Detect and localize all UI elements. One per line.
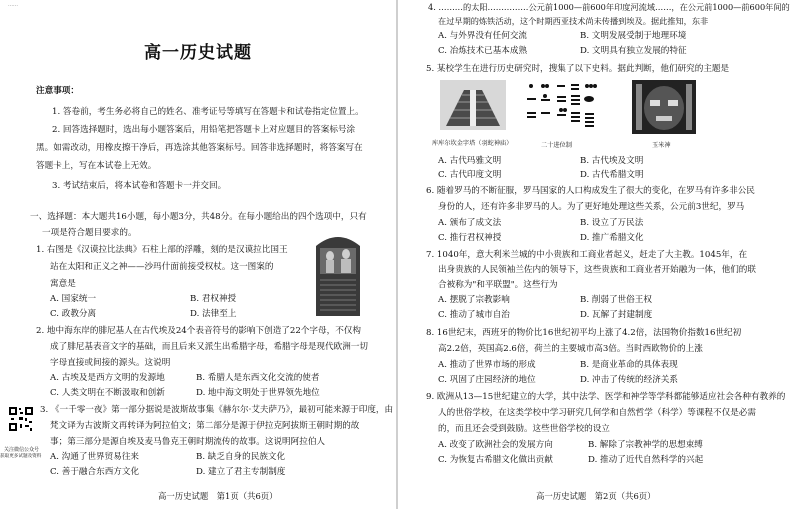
section-heading: 一、选择题：本大题共16小题，每小题3分，共48分。在每小题给出的四个选项中，只有 [30,212,367,222]
option: B. 解除了宗教神学的思想束缚 [588,440,703,450]
option: B. 削弱了世俗王权 [580,295,652,305]
question-4-stem: 4. ………的太阳……………公元前1000—前600年印度河流域……，在公元前1000—前600年间的 [428,2,790,12]
option: B. 是商业革命的具体表现 [580,360,678,370]
question-9-stem: 9. 欧洲从13—15世纪建立的大学，其中法学、医学和神学等学科都能够适应社会各种有教养的 [426,392,786,402]
option: C. 巩固了庄园经济的地位 [438,375,536,385]
option: A. 改变了欧洲社会的发展方向 [438,440,553,450]
notice-line: 3. 考试结束后，将本试卷和答题卡一并交回。 [52,181,227,191]
question-9-stem: 人的世俗学校，在这类学校中学习研究几何学和自然哲学（科学）等课程不仅是必需 [438,408,756,418]
question-2-stem: 字母直接或间接的源头。这说明 [50,358,171,368]
pyramid-image [440,80,506,130]
option: A. 推动了世界市场的形成 [438,360,536,370]
question-1-stem: 站在太阳和正义之神——沙玛什面前接受权杖。这一图案的 [50,262,274,272]
hammurabi-stele-image [312,232,364,316]
option: A. 古代玛雅文明 [438,156,502,166]
question-1-stem: 寓意是 [50,279,76,289]
option: A. 国家统一 [50,294,97,304]
qr-caption: 关注微信公众号 [4,447,40,453]
maize-god-image [632,80,696,134]
qr-code-image [8,406,34,432]
option: D. 推动了近代自然科学的兴起 [588,455,704,465]
option: D. 古代希腊文明 [580,170,644,180]
question-9-stem: 的，而且还会受到鼓励。这些世俗学校的设立 [438,424,610,434]
option: B. 文明发展受制于地理环境 [580,31,687,41]
option: C. 为恢复古希腊文化做出贡献 [438,455,553,465]
question-3-stem: 梵文译为古波斯文再转译为阿拉伯文；第二部分是源于伊拉克阿拔斯王朝时期的故 [50,421,360,431]
question-5-stem: 5. 某校学生在进行历史研究时，搜集了以下史料。据此判断，他们研究的主题是 [426,64,730,74]
option: A. 摆脱了宗教影响 [438,295,510,305]
exam-title: 高一历史试题 [144,43,252,63]
question-1-stem: 1. 右图是《汉谟拉比法典》石柱上部的浮雕，刻的是汉谟拉比国王 [36,245,288,255]
question-7-stem: 7. 1040年，意大利米兰城的中小贵族和工商业者起义，赶走了大主教。1045年，在 [426,250,748,260]
option: A. 古埃及是西方文明的发源地 [50,373,165,383]
section-heading: 一项是符合题目要求的。 [42,228,137,238]
option: C. 冶炼技术已基本成熟 [438,46,528,56]
question-7-stem: 出身贵族的人民领袖兰佐内的领导下，这些贵族和工商业者开始融为一体，他们的联 [438,265,756,275]
option: A. 颁布了成文法 [438,218,502,228]
qr-caption: 获取更多试题及资料 [0,454,42,459]
question-2-stem: 成了腓尼基表音文字的基础，而且后来又派生出希腊字母，希腊字母是现代欧洲一切 [50,342,368,352]
option: B. 缺乏自身的民族文化 [196,452,286,462]
option: D. 法律至上 [190,309,237,319]
option: C. 推行君权神授 [438,233,502,243]
page-footer: 高一历史试题 第1页（共6页） [158,491,278,501]
question-8-stem: 8. 16世纪末，西班牙的物价比16世纪初平均上涨了4.2倍，法国物价指数16世纪初 [426,328,742,338]
option: D. 建立了君主专制制度 [196,467,286,477]
page-2 [398,0,794,509]
option: B. 希腊人是东西文化交流的使者 [196,373,320,383]
vigesimal-numerals-image [525,80,597,132]
option: D. 地中海文明处于世界领先地位 [196,388,320,398]
notice-line: 黑。如需改动，用橡皮擦干净后，再选涂其他答案标号。回答非选择题时，将答案写在 [36,143,363,153]
question-4-stem: 在过早期的炼铁活动，这个时期西亚技术尚未传播到埃及。据此推知，东非 [438,16,709,26]
option: C. 人类文明在不断汲取和创新 [50,388,165,398]
question-3-stem: 3. 《一千零一夜》第一部分据说是波斯故事集《赫尔尔·艾夫萨乃》，最初可能来源于印度，由 [40,405,394,415]
page-footer: 高一历史试题 第2页（共6页） [536,491,656,501]
question-6-stem: 身份的人，还有许多非罗马的人。为了更好地处理这些关系，公元前3世纪，罗马 [438,202,745,212]
option: A. 与外界没有任何交流 [438,31,528,41]
notice-line: 答题卡上，写在本试卷上无效。 [36,161,157,171]
notice-heading: 注意事项： [36,86,79,96]
option: D. 文明具有独立发展的特征 [580,46,687,56]
notice-line: 2. 回答选择题时，选出每小题答案后，用铅笔把答题卡上对应题目的答案标号涂 [52,125,356,135]
option: C. 善于融合东西方文化 [50,467,140,477]
image-caption: 二十进位制 [541,142,572,149]
option: B. 古代埃及文明 [580,156,644,166]
header-note: …… [8,2,18,8]
option: A. 沟通了世界贸易往来 [50,452,140,462]
question-2-stem: 2. 地中海东岸的腓尼基人在古代埃及24个表音符号的影响下创造了22个字母，不仅构 [36,326,361,336]
notice-line: 1. 答卷前，考生务必将自己的姓名、准考证号等填写在答题卡和试卷指定位置上。 [52,107,364,117]
question-6-stem: 6. 随着罗马的不断征服，罗马国家的人口构成发生了很大的变化，在罗马有许多非公民 [426,186,755,196]
option: C. 古代印度文明 [438,170,502,180]
option: C. 政教分离 [50,309,97,319]
option: B. 设立了万民法 [580,218,644,228]
image-caption: 库库尔坎金字塔（羽蛇神庙） [432,140,513,147]
option: D. 冲击了传统的经济关系 [580,375,678,385]
question-8-stem: 高2.2倍，英国高2.6倍，荷兰的主要城市高3倍。当时西欧物价的上涨 [438,344,703,354]
option: C. 推动了城市自治 [438,310,510,320]
image-caption: 玉米神 [652,142,671,149]
option: D. 推广希腊文化 [580,233,644,243]
option: B. 君权神授 [190,294,237,304]
question-3-stem: 事；第三部分是源自埃及麦马鲁克王朝时期流传的故事。这说明阿拉伯人 [50,437,326,447]
option: D. 瓦解了封建制度 [580,310,653,320]
page-1 [0,0,396,509]
question-7-stem: 合被称为"和平联盟"。这些行为 [438,280,558,290]
